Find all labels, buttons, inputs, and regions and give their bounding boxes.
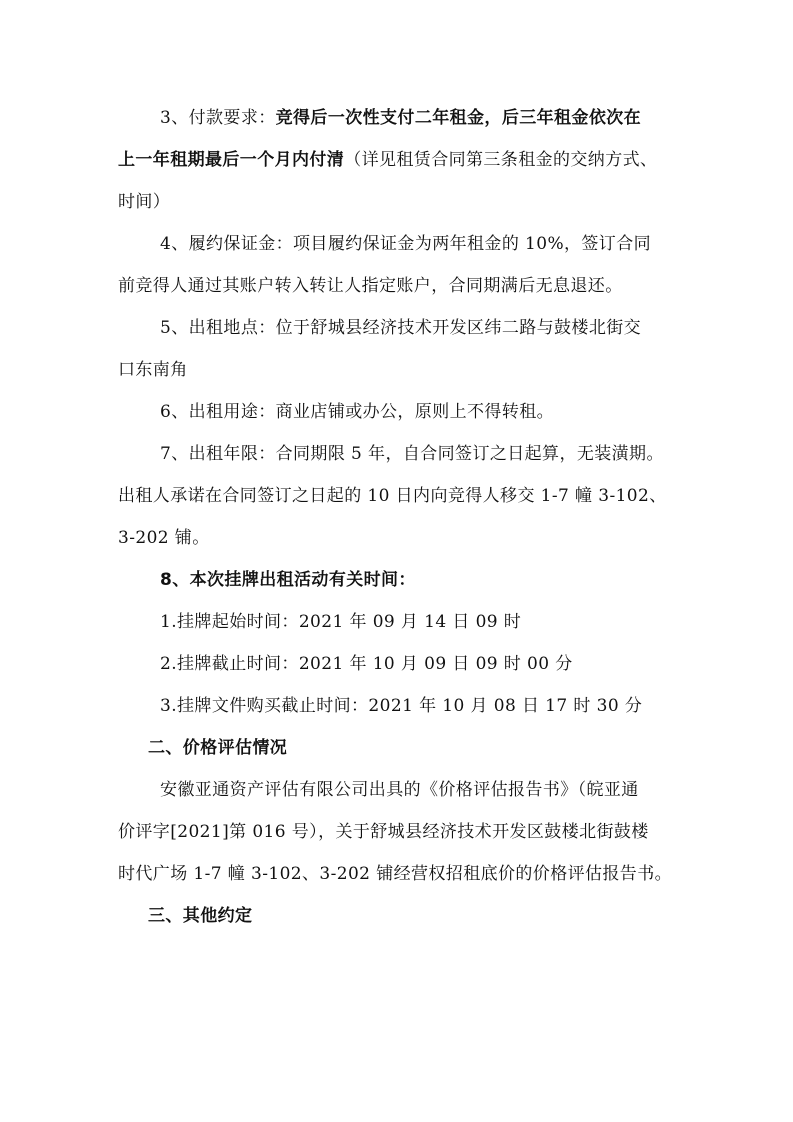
- payment-label: 3、付款要求：: [160, 108, 276, 128]
- valuation-line1: 安徽亚通资产评估有限公司出具的《价格评估报告书》（皖亚通: [160, 780, 639, 800]
- valuation-line2: 价评字[2021]第 016 号），关于舒城县经济技术开发区鼓楼北街鼓楼: [118, 822, 649, 842]
- section-heading-valuation: 二、价格评估情况: [148, 738, 288, 758]
- schedule-item-end: 2.挂牌截止时间：2021 年 10 月 09 日 09 时 00 分: [160, 654, 573, 674]
- paragraph-location-line2: 口东南角: [118, 360, 188, 380]
- paragraph-deposit-line1: 4、履约保证金：项目履约保证金为两年租金的 10%，签订合同: [160, 234, 652, 254]
- paragraph-payment-line1: [160, 108, 641, 128]
- payment-terms-bold-cont: 上一年租期最后一个月内付清: [118, 150, 345, 170]
- payment-terms-bold: 竞得后一次性支付二年租金，后三年租金依次在: [275, 108, 642, 128]
- payment-terms-note: （详见租赁合同第三条租金的交纳方式、: [344, 150, 658, 170]
- paragraph-location-line1: 5、出租地点：位于舒城县经济技术开发区纬二路与鼓楼北街交: [160, 318, 642, 338]
- paragraph-term-line2: 出租人承诺在合同签订之日起的 10 日内向竞得人移交 1-7 幢 3-102、: [118, 486, 667, 506]
- paragraph-usage: 6、出租用途：商业店铺或办公，原则上不得转租。: [160, 402, 555, 422]
- schedule-heading: 8、本次挂牌出租活动有关时间：: [160, 570, 416, 590]
- paragraph-term-line1: 7、出租年限：合同期限 5 年，自合同签订之日起算，无装潢期。: [160, 444, 664, 464]
- section-heading-other: 三、其他约定: [148, 906, 253, 926]
- paragraph-term-line3: 3-202 铺。: [118, 528, 210, 548]
- paragraph-payment-line2: [118, 150, 657, 170]
- valuation-line3: 时代广场 1-7 幢 3-102、3-202 铺经营权招租底价的价格评估报告书。: [118, 864, 673, 884]
- schedule-item-purchase-deadline: 3.挂牌文件购买截止时间：2021 年 10 月 08 日 17 时 30 分: [160, 696, 643, 716]
- paragraph-payment-line3: 时间）: [118, 192, 171, 212]
- schedule-item-start: 1.挂牌起始时间：2021 年 09 月 14 日 09 时: [160, 612, 522, 632]
- paragraph-deposit-line2: 前竞得人通过其账户转入转让人指定账户，合同期满后无息退还。: [118, 276, 623, 296]
